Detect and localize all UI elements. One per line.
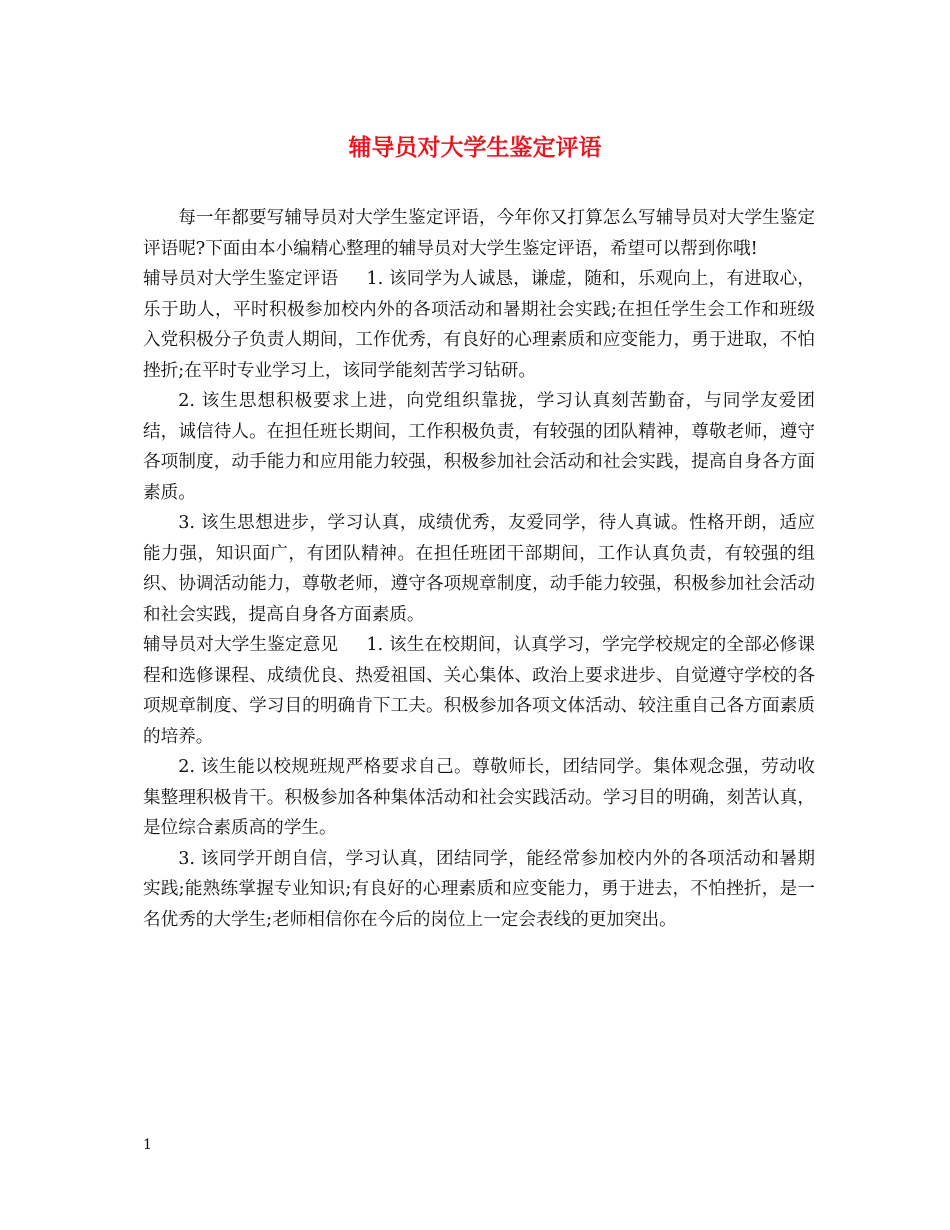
section1-item-1: 1. 该同学为人诚恳，谦虚，随和，乐观向上，有进取心，乐于助人，平时积极参加校内外的各项活动和暑期社会实践;在担任学生会工作和班级入党积极分子负责人期间，工作优秀，有良好的心理素质和应变能力，勇于进取，不怕挫折;在平时专业学习上，该同学能刻苦学习钻研。 <box>143 269 815 381</box>
section1-item-3: 3. 该生思想进步，学习认真，成绩优秀，友爱同学，待人真诚。性格开朗，适应能力强，知识面广，有团队精神。在担任班团干部期间，工作认真负责，有较强的组织、协调活动能力，尊敬老师，遵守各项规章制度，动手能力较强，积极参加社会活动和社会实践，提高自身各方面素质。 <box>143 513 815 625</box>
page-number: 1 <box>143 1137 152 1153</box>
document-body <box>143 203 815 935</box>
section2-first-paragraph <box>143 630 815 752</box>
section1-item-2: 2. 该生思想积极要求上进，向党组织靠拢，学习认真刻苦勤奋，与同学友爱团结，诚信待人。在担任班长期间，工作积极负责，有较强的团队精神，尊敬老师，遵守各项制度，动手能力和应用能力较强，积极参加社会活动和社会实践，提高自身各方面素质。 <box>143 391 815 503</box>
section1-first-paragraph <box>143 264 815 386</box>
section2-heading: 辅导员对大学生鉴定意见 <box>143 635 339 655</box>
section2-item-2: 2. 该生能以校规班规严格要求自己。尊敬师长，团结同学。集体观念强，劳动收集整理积极肯干。积极参加各种集体活动和社会实践活动。学习目的明确，刻苦认真，是位综合素质高的学生。 <box>143 757 815 838</box>
intro-paragraph: 每一年都要写辅导员对大学生鉴定评语，今年你又打算怎么写辅导员对大学生鉴定评语呢?下面由本小编精心整理的辅导员对大学生鉴定评语，希望可以帮到你哦! <box>143 208 815 259</box>
section2-item-1: 1. 该生在校期间，认真学习，学完学校规定的全部必修课程和选修课程、成绩优良、热爱祖国、关心集体、政治上要求进步、自觉遵守学校的各项规章制度、学习目的明确肯下工夫。积极参加各项文体活动、较注重自己各方面素质的培养。 <box>143 635 815 747</box>
section2-item-3: 3. 该同学开朗自信，学习认真，团结同学，能经常参加校内外的各项活动和暑期实践;能熟练掌握专业知识;有良好的心理素质和应变能力，勇于进去，不怕挫折，是一名优秀的大学生;老师相信你在今后的岗位上一定会表线的更加突出。 <box>143 848 815 930</box>
section1-heading: 辅导员对大学生鉴定评语 <box>143 269 339 289</box>
document-title: 辅导员对大学生鉴定评语 <box>348 134 602 161</box>
